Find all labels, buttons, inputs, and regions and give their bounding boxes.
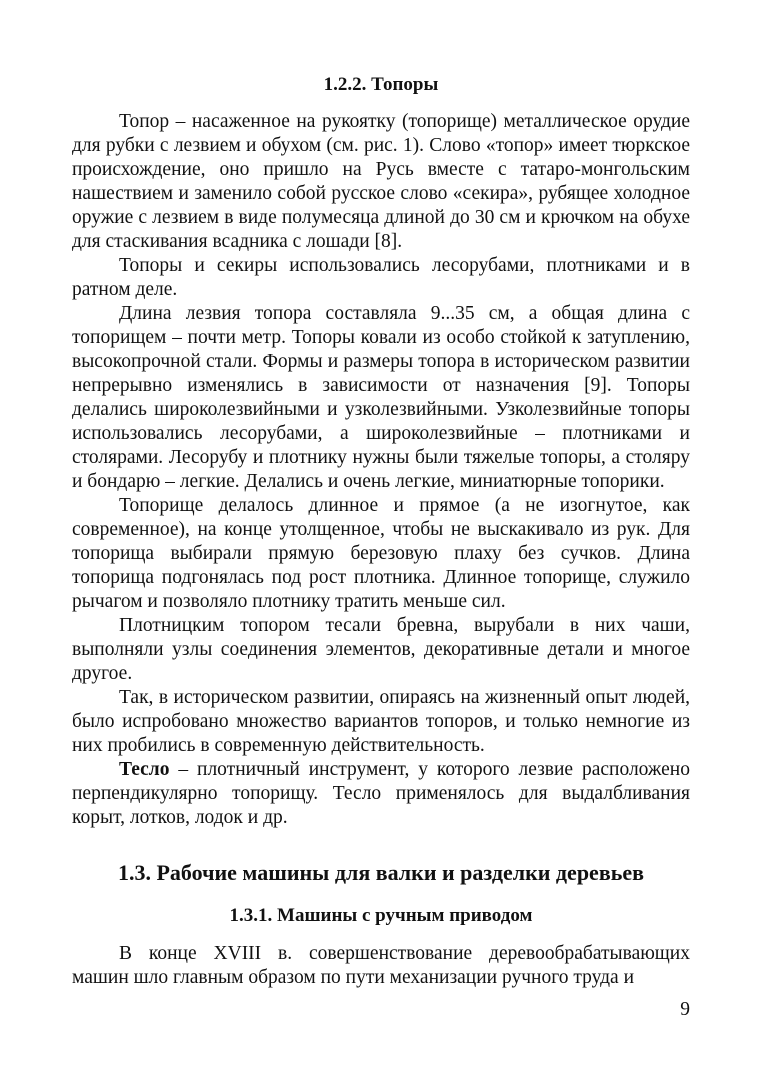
section-body-1-2-2 <box>72 110 690 830</box>
paragraph: Так, в историческом развитии, опираясь на жизненный опыт людей, было испробовано множество вариантов топоров, и только немногие из них пробились в современную действительность. <box>72 687 690 756</box>
section-heading-1-2-2: 1.2.2. Топоры <box>323 74 439 95</box>
paragraph: Топор – насаженное на рукоятку (топорище) металлическое орудие для рубки с лезвием и обухом (см. рис. 1). Слово «топор» имеет тюркское происхождение, оно пришло на Русь вместе с татаро-монгольским нашествием и заменило собой русское слово «секира», рубящее холодное оружие с лезвием в виде полумесяца длиной до 30 см и крючком на обухе для стаскивания всадника с лошади [8]. <box>72 111 690 252</box>
paragraph: Длина лезвия топора составляла 9...35 см, а общая длина с топорищем – почти метр. Топоры ковали из особо стойкой к затуплению, высокопрочной стали. Формы и размеры топора в историческом развитии непрерывно изменялись в зависимости от назначения [9]. Топоры делались широколезвийными и узколезвийными. Узколезвийные топоры использовались лесорубами, а широколезвийные – плотниками и столярами. Лесорубу и плотнику нужны были тяжелые топоры, а столяру и бондарю – легкие. Делались и очень легкие, миниатюрные топорики. <box>72 303 690 492</box>
teslo-definition: – плотничный инструмент, у которого лезвие расположено перпендикулярно топорищу. Тесло применялось для выдалбливания корыт, лотков, лодок и др. <box>72 759 690 828</box>
paragraph: Топорище делалось длинное и прямое (а не изогнутое, как современное), на конце утолщенное, чтобы не выскакивало из рук. Для топорища выбирали прямую березовую плаху без сучков. Длина топорища подгонялась под рост плотника. Длинное топорище, служило рычагом и позволяло плотнику тратить меньше сил. <box>72 495 690 612</box>
page-number: 9 <box>680 999 690 1020</box>
paragraph: Плотницким топором тесали бревна, вырубали в них чаши, выполняли узлы соединения элементов, декоративные детали и многое другое. <box>72 615 690 684</box>
section-heading-1-3-1: 1.3.1. Машины с ручным приводом <box>229 905 533 926</box>
section-body-1-3-1 <box>72 942 690 990</box>
term-teslo: Тесло <box>119 759 170 780</box>
paragraph-teslo <box>72 758 690 830</box>
paragraph: Топоры и секиры использовались лесорубами, плотниками и в ратном деле. <box>72 255 690 300</box>
paragraph: В конце XVIII в. совершенствование деревообрабатывающих машин шло главным образом по пути механизации ручного труда и <box>72 943 690 988</box>
section-heading-1-3: 1.3. Рабочие машины для валки и разделки деревьев <box>117 860 644 885</box>
